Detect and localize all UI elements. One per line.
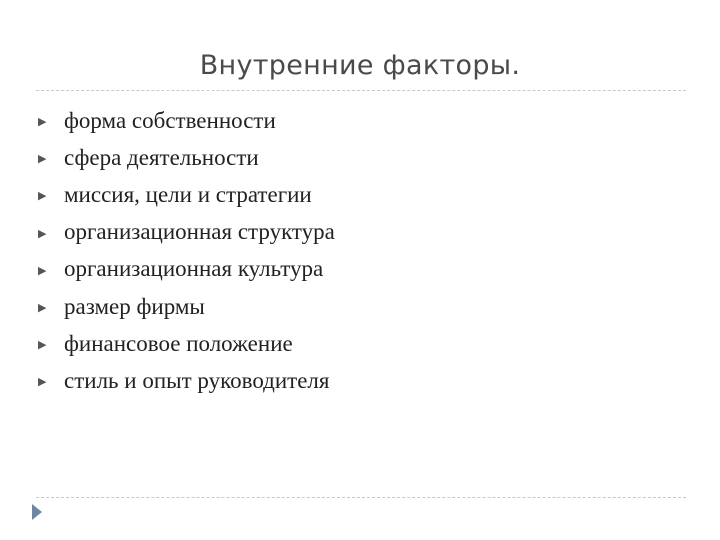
list-item <box>38 288 335 325</box>
triangle-right-icon: ▶ <box>38 338 47 352</box>
footer-divider <box>36 497 686 498</box>
list-item-text: организационная культура <box>64 256 324 282</box>
list-item <box>38 362 335 399</box>
list-item-text: финансовое положение <box>64 330 293 356</box>
list-item-text: форма собственности <box>64 107 276 133</box>
list-item <box>38 214 335 251</box>
list-item-text: стиль и опыт руководителя <box>64 367 330 393</box>
triangle-right-icon: ▶ <box>38 375 47 389</box>
bullet-list <box>38 102 335 400</box>
triangle-right-icon: ▶ <box>38 263 47 277</box>
list-item <box>38 325 335 362</box>
list-item-text: миссия, цели и стратегии <box>64 181 312 207</box>
slide-title: Внутренние факторы. <box>199 50 521 81</box>
title-divider <box>36 90 686 91</box>
list-item-text: организационная структура <box>64 219 335 245</box>
triangle-right-icon: ▶ <box>38 115 47 129</box>
list-item <box>38 251 335 288</box>
triangle-right-icon: ▶ <box>38 226 47 240</box>
triangle-right-icon: ▶ <box>38 301 47 315</box>
list-item <box>38 139 335 176</box>
corner-arrow-icon <box>32 504 42 520</box>
triangle-right-icon: ▶ <box>38 189 47 203</box>
triangle-right-icon: ▶ <box>38 152 47 166</box>
list-item <box>38 176 335 213</box>
list-item <box>38 102 335 139</box>
list-item-text: сфера деятельности <box>64 144 259 170</box>
list-item-text: размер фирмы <box>64 293 205 319</box>
